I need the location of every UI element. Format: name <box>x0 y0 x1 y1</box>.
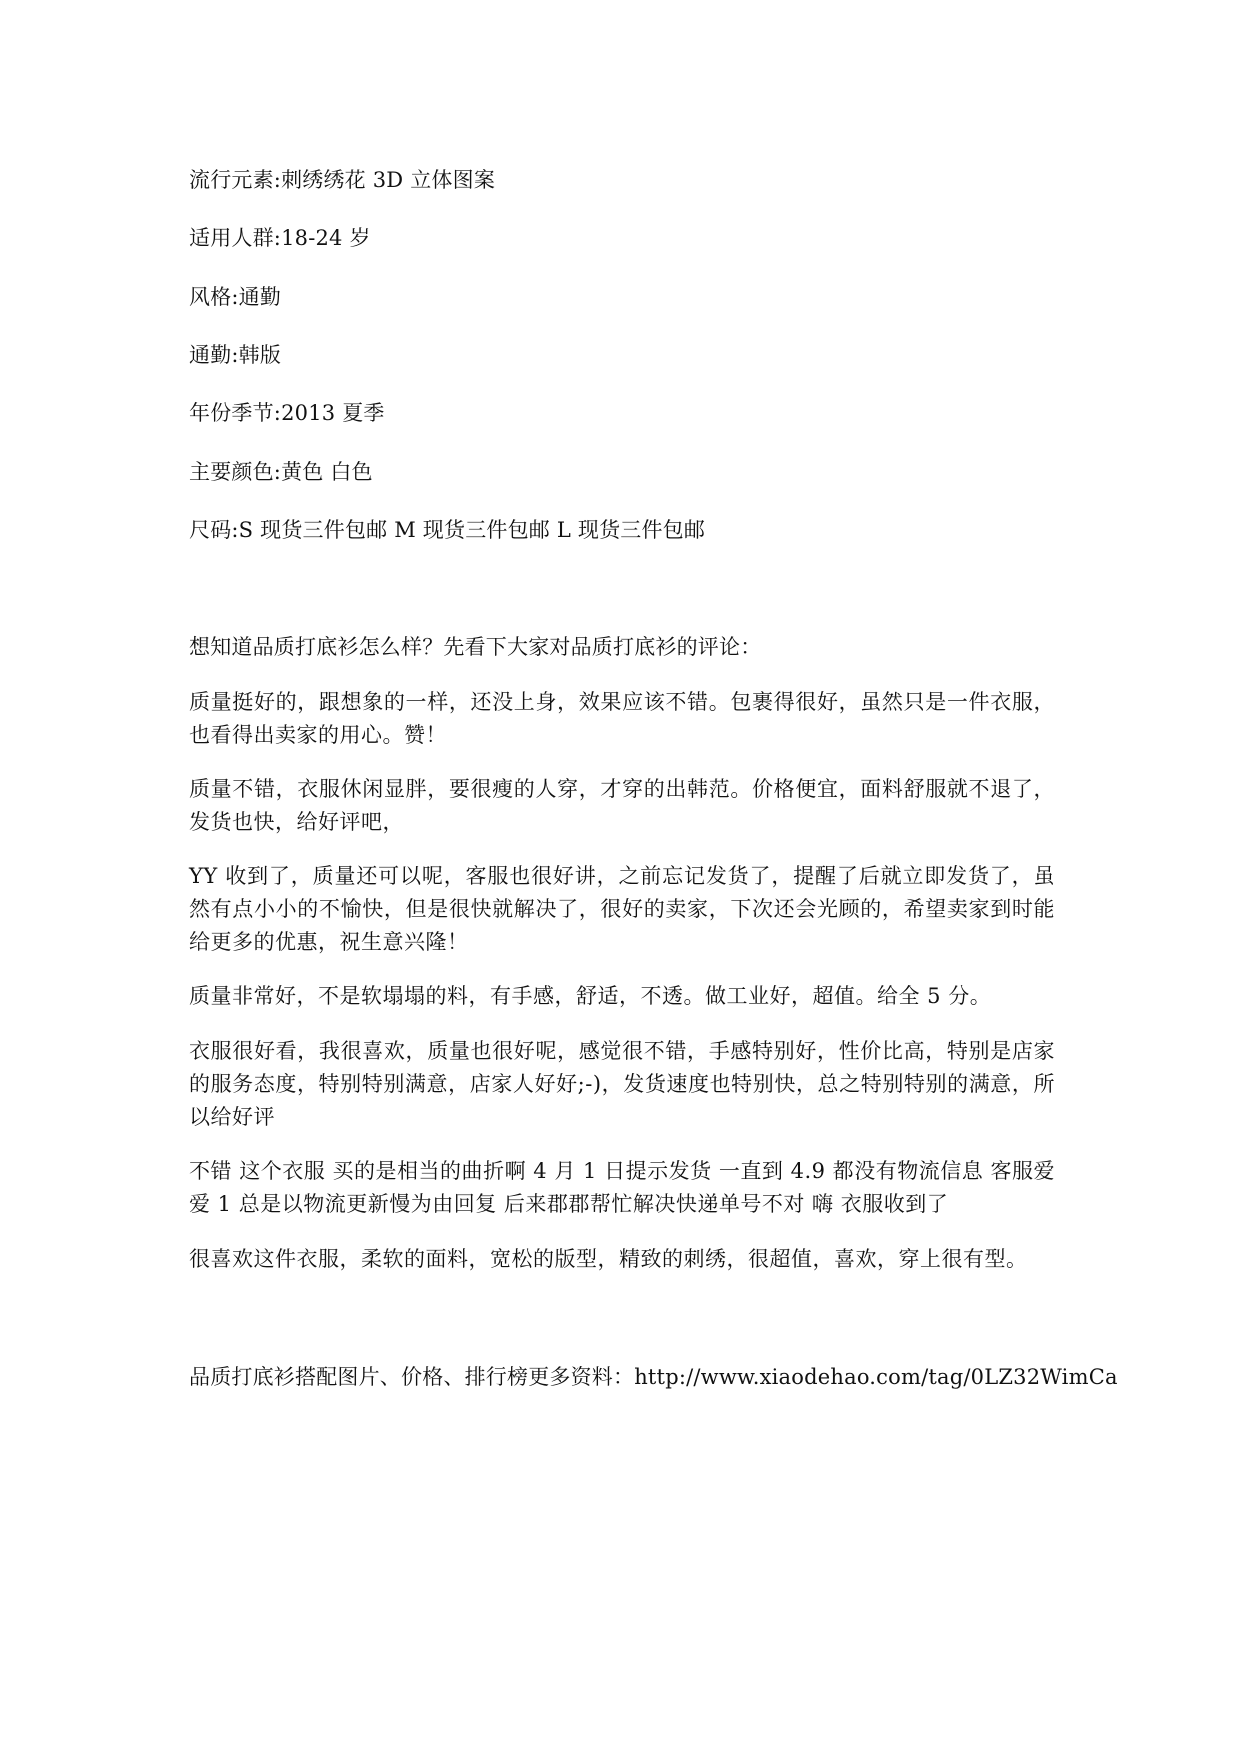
attribute-commute-style: 通勤:韩版 <box>189 343 282 367</box>
review-intro: 想知道品质打底衫怎么样？先看下大家对品质打底衫的评论： <box>189 635 762 659</box>
footer-link[interactable]: 品质打底衫搭配图片、价格、排行榜更多资料：http://www.xiaodehao.com/tag/0LZ32WimCa <box>189 1365 1118 1389</box>
document-page <box>189 0 1118 1754</box>
review-item: 很喜欢这件衣服，柔软的面料，宽松的版型，精致的刺绣，很超值，喜欢，穿上很有型。 <box>189 1247 1028 1271</box>
review-item: 质量不错，衣服休闲显胖，要很瘦的人穿，才穿的出韩范。价格便宜，面料舒服就不退了，发货也快，给好评吧， <box>189 777 1055 834</box>
attribute-season: 年份季节:2013 夏季 <box>189 401 385 425</box>
attribute-style-element: 流行元素:刺绣绣花 3D 立体图案 <box>189 168 496 192</box>
attribute-colors: 主要颜色:黄色 白色 <box>189 460 373 484</box>
review-item: 质量非常好，不是软塌塌的料，有手感，舒适，不透。做工业好，超值。给全 5 分。 <box>189 984 992 1008</box>
attribute-sizes: 尺码:S 现货三件包邮 M 现货三件包邮 L 现货三件包邮 <box>189 518 706 542</box>
attribute-style: 风格:通勤 <box>189 285 282 309</box>
review-item: 衣服很好看，我很喜欢，质量也很好呢，感觉很不错，手感特别好，性价比高，特别是店家的服务态度，特别特别满意，店家人好好;-)，发货速度也特别快，总之特别特别的满意，所以给好评 <box>189 1039 1055 1129</box>
review-item: YY 收到了，质量还可以呢，客服也很好讲，之前忘记发货了，提醒了后就立即发货了，虽然有点小小的不愉快，但是很快就解决了，很好的卖家，下次还会光顾的，希望卖家到时能给更多的优惠，祝生意兴隆！ <box>189 864 1055 954</box>
review-item: 质量挺好的，跟想象的一样，还没上身，效果应该不错。包裹得很好，虽然只是一件衣服，也看得出卖家的用心。赞！ <box>189 690 1055 747</box>
review-item: 不错 这个衣服 买的是相当的曲折啊 4 月 1 日提示发货 一直到 4.9 都没有物流信息 客服爱爱 1 总是以物流更新慢为由回复 后来郡郡帮忙解决快递单号不对 嗨 衣服收到了 <box>189 1159 1055 1216</box>
attribute-target-age: 适用人群:18-24 岁 <box>189 226 371 250</box>
